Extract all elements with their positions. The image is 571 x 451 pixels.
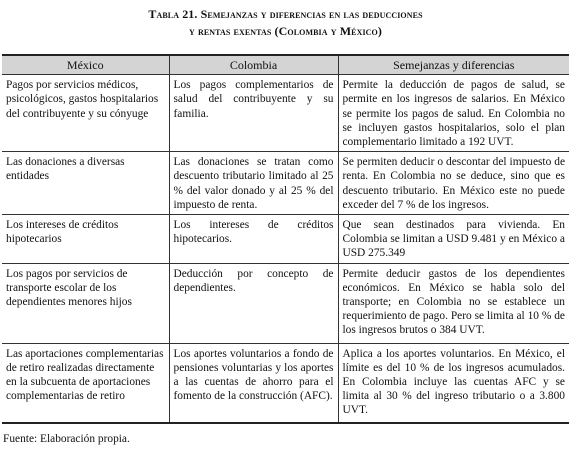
cell-similarities: Permite deducir gastos de los dependientes económicos. En México se habla solo del transporte; en Colombia no se establece un requerimiento de pago. Pero se limita al 10 % de los ingresos brutos o 384 UVT. [338,263,569,343]
cell-mexico: Los intereses de créditos hipotecarios [2,215,169,264]
cell-similarities: Permite la deducción de pagos de salud, se permite en los ingresos de salarios. En México se permite los pagos de salud. En Colombia no se incluyen gastos hospitalarios, solo el plan complementario limitado a 192 UVT. [338,75,569,152]
source-note: Fuente: Elaboración propia. [3,433,130,445]
cell-similarities: Que sean destinados para vivienda. En Colombia se limitan a USD 9.481 y en México a USD 275.349 [338,215,569,264]
table-row [2,263,569,343]
cell-mexico: Las aportaciones complementarias de retiro realizadas directamente en la subcuenta de aportaciones complementarias de retiro [2,343,169,423]
cell-mexico: Las donaciones a diversas entidades [2,152,169,215]
cell-similarities: Se permiten deducir o descontar del impuesto de renta. En Colombia no se deduce, sino que es descuento tributario. En México este no puede exceder del 7 % de los ingresos. [338,152,569,215]
cell-colombia: Los aportes voluntarios a fondo de pensiones voluntarias y los aportes a las cuentas de ahorro para el fomento de la construcción (AFC). [169,343,338,423]
table-row [2,75,569,152]
header-row [2,55,569,75]
table-row [2,152,569,215]
cell-mexico: Los pagos por servicios de transporte escolar de los dependientes menores hijos [2,263,169,343]
header-mexico: México [2,55,169,75]
table-caption [0,6,571,40]
comparison-table [2,54,569,424]
cell-colombia: Las donaciones se tratan como descuento tributario limitado al 25 % del valor donado y al 25 % del impuesto de renta. [169,152,338,215]
table-row [2,343,569,423]
header-similarities: Semejanzas y diferencias [338,55,569,75]
caption-line-1: Tabla 21. Semejanzas y diferencias en las deducciones [148,7,423,21]
cell-colombia: Los pagos complementarios de salud del contribuyente y su familia. [169,75,338,152]
cell-colombia: Los intereses de créditos hipotecarios. [169,215,338,264]
cell-similarities: Aplica a los aportes voluntarios. En México, el límite es del 10 % de los ingresos acumulados. En Colombia incluye las cuentas AFC y se limita al 30 % del ingreso tributario o a 3.800 UVT. [338,343,569,423]
cell-mexico: Pagos por servicios médicos, psicológicos, gastos hospitalarios del contribuyente y su cónyuge [2,75,169,152]
table-row [2,215,569,264]
caption-line-2: y rentas exentas (Colombia y México) [189,24,382,38]
cell-colombia: Deducción por concepto de dependientes. [169,263,338,343]
header-colombia: Colombia [169,55,338,75]
